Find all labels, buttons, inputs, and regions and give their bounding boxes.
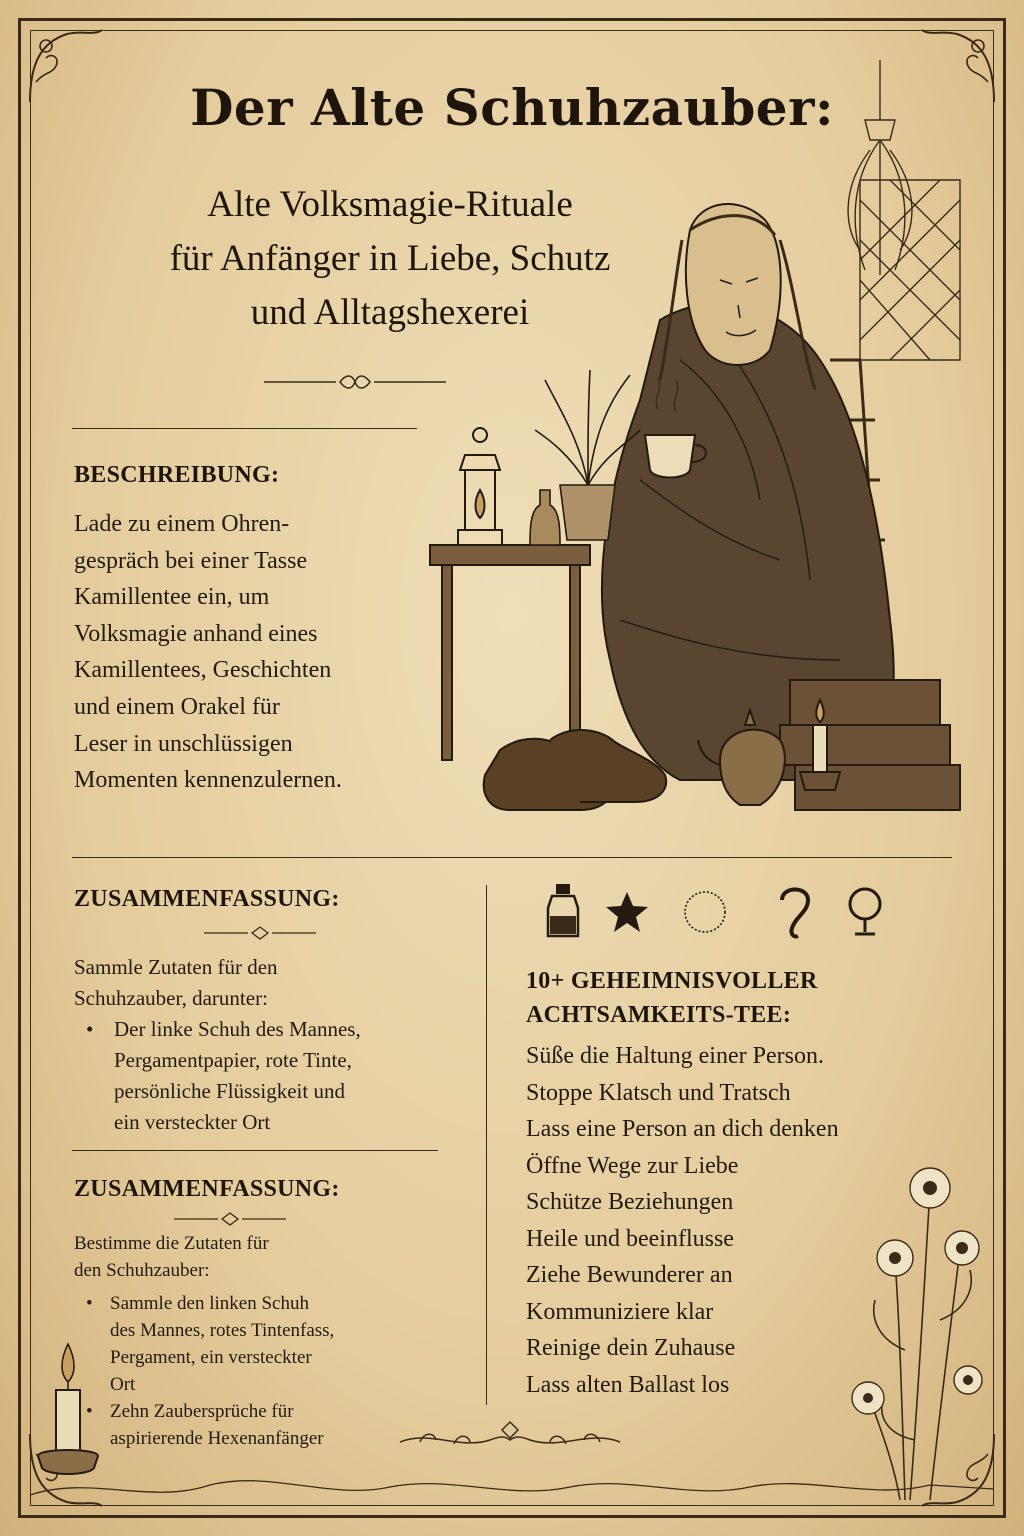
heading-line: 10+ GEHEIMNISVOLLER	[526, 968, 818, 994]
list-item: Reinige dein Zuhause	[526, 1335, 736, 1361]
text-line: und einem Orakel für	[74, 693, 280, 720]
tea-heading	[526, 964, 818, 1032]
text-line: Pergamentpapier, rote Tinte,	[114, 1048, 352, 1072]
section-rule	[72, 857, 952, 858]
heading-line: ACHTSAMKEITS-TEE:	[526, 1002, 792, 1028]
divider-ornament-icon	[200, 925, 320, 941]
candle-icon	[28, 1336, 108, 1486]
mirror-icon	[840, 880, 890, 940]
subtitle-line: für Anfänger in Liebe, Schutz	[169, 238, 611, 279]
text-line: aspirierende Hexenanfänger	[110, 1428, 324, 1449]
section-rule	[72, 1150, 438, 1151]
column-divider	[486, 885, 487, 1405]
list-item	[74, 1014, 454, 1138]
text-line: • Der linke Schuh des Mannes,	[114, 1017, 361, 1041]
list-item: Heile und beeinflusse	[526, 1225, 734, 1252]
bottom-border-vines	[30, 1465, 994, 1505]
bottom-ornament-icon	[390, 1420, 630, 1460]
text-line: • Sammle den linken Schuh	[110, 1293, 309, 1314]
zusammenfassung-heading: ZUSAMMENFASSUNG:	[74, 1176, 340, 1202]
list-item: Schütze Beziehungen	[526, 1189, 734, 1215]
text-line: des Mannes, rotes Tintenfass,	[110, 1320, 335, 1341]
list-item: Ziehe Bewunderer an	[526, 1262, 733, 1288]
text-line: Sammle Zutaten für den	[74, 955, 278, 979]
text-line: Leser in unschlüssigen	[74, 730, 293, 757]
text-line: ein versteckter Ort	[114, 1110, 271, 1134]
text-line: den Schuhzauber:	[74, 1260, 210, 1281]
text-line: Ort	[110, 1374, 136, 1395]
text-line: • Zehn Zaubersprüche für	[110, 1401, 294, 1422]
text-line: Schuhzauber, darunter:	[74, 986, 268, 1010]
zusammenfassung-heading: ZUSAMMENFASSUNG:	[74, 886, 340, 912]
text-line: Kamillentees, Geschichten	[74, 657, 332, 684]
zusammenfassung-text	[74, 952, 454, 1138]
moon-circle-icon	[680, 880, 730, 940]
text-line: Bestimme die Zutaten für	[74, 1233, 269, 1254]
text-line: Pergament, ein versteckter	[110, 1347, 312, 1368]
list-item: Kommuniziere klar	[526, 1298, 714, 1325]
text-line: Lade zu einem Ohren-	[74, 511, 290, 537]
hook-icon	[770, 880, 820, 940]
divider-ornament-icon	[170, 1211, 290, 1227]
page-title: Der Alte Schuhzauber:	[190, 78, 834, 137]
list-item: Öffne Wege zur Liebe	[526, 1152, 739, 1179]
text-line: Momenten kennenzulernen.	[74, 767, 342, 794]
ingredient-list	[74, 1014, 454, 1138]
zusammenfassung-text	[74, 1230, 434, 1452]
text-line: gespräch bei einer Tasse	[74, 547, 308, 574]
icon-row	[530, 880, 890, 950]
text-line: persönliche Flüssigkeit und	[114, 1079, 345, 1103]
list-item: Stoppe Klatsch und Tratsch	[526, 1079, 791, 1106]
beschreibung-heading: BESCHREIBUNG:	[74, 462, 280, 488]
list-item: Süße die Haltung einer Person.	[526, 1043, 824, 1069]
old-woman-illustration	[420, 60, 990, 860]
ingredient-list	[74, 1290, 434, 1452]
subtitle-line: und Alltagshexerei	[250, 292, 530, 333]
list-item	[74, 1398, 434, 1452]
beschreibung-text	[74, 506, 434, 799]
list-item	[74, 1290, 434, 1398]
list-item: Lass eine Person an dich denken	[526, 1116, 839, 1142]
star-icon	[602, 880, 652, 940]
text-line: Volksmagie anhand eines	[74, 620, 318, 647]
chamomile-flowers-icon	[840, 1150, 1000, 1510]
ink-bottle-icon	[538, 880, 588, 940]
section-rule	[72, 428, 417, 429]
list-item: Lass alten Ballast los	[526, 1371, 730, 1398]
subtitle-line: Alte Volksmagie-Rituale	[207, 184, 573, 225]
text-line: Kamillentee ein, um	[74, 584, 270, 611]
